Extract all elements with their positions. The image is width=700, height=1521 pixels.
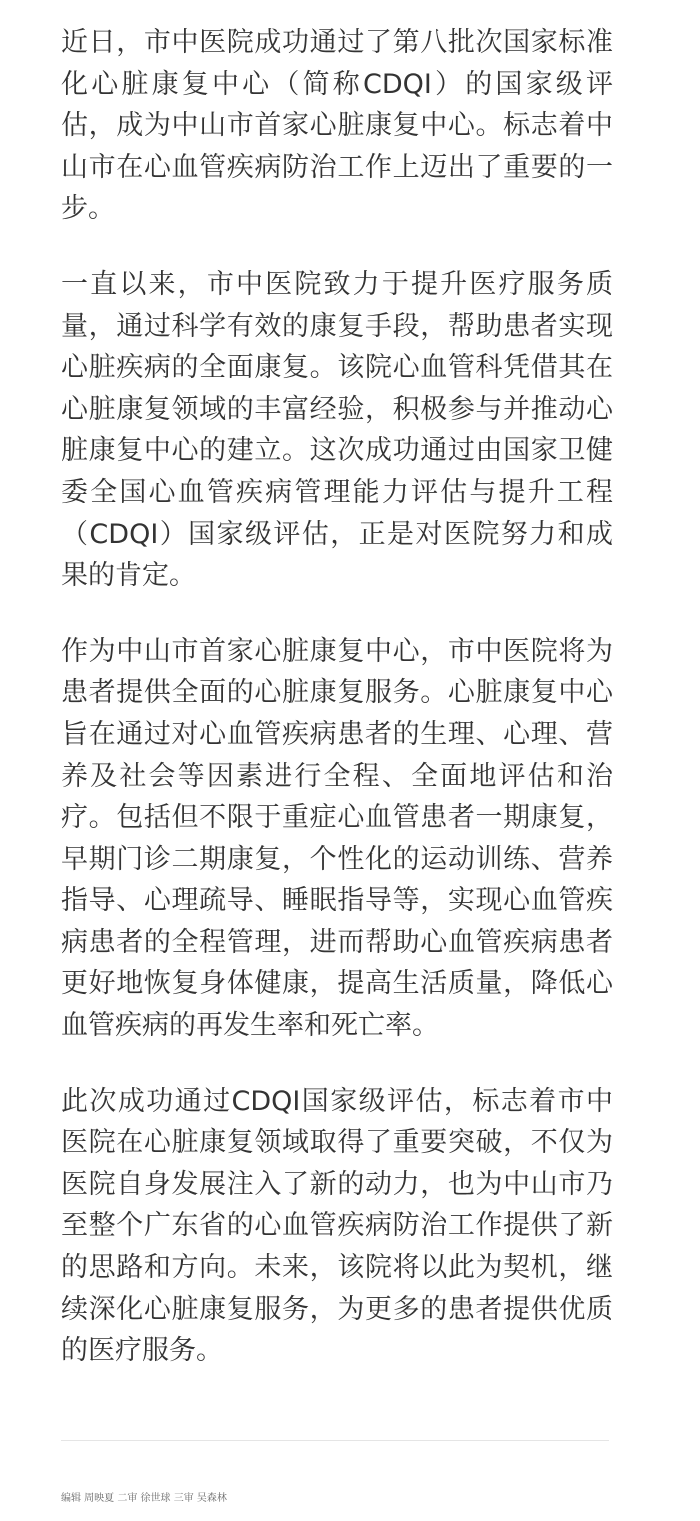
paragraph-3: 作为中山市首家心脏康复中心，市中医院将为患者提供全面的心脏康复服务。心脏康复中心旨在通过对心血管疾病患者的生理、心理、营养及社会等因素进行全程、全面地评估和治疗。包括但不限于重症心血管患者一期康复，早期门诊二期康复，个性化的运动训练、营养指导、心理疏导、睡眠指导等，实现心血管疾病患者的全程管理，进而帮助心血管疾病患者更好地恢复身体健康，提高生活质量，降低心血管疾病的再发生率和死亡率。 [61, 635, 613, 1042]
credits-line [61, 1492, 227, 1506]
credit-second-review: 二审 徐世球 [117, 1493, 171, 1504]
paragraph-2: 一直以来，市中医院致力于提升医疗服务质量，通过科学有效的康复手段，帮助患者实现心脏疾病的全面康复。该院心血管科凭借其在心脏康复领域的丰富经验，积极参与并推动心脏康复中心的建立。这次成功通过由国家卫健委全国心血管疾病管理能力评估与提升工程（CDQI）国家级评估，正是对医院努力和成果的肯定。 [61, 268, 613, 592]
credit-editor: 编辑 周映夏 [61, 1493, 115, 1504]
paragraph-1: 近日，市中医院成功通过了第八批次国家标准化心脏康复中心（简称CDQI）的国家级评估，成为中山市首家心脏康复中心。标志着中山市在心血管疾病防治工作上迈出了重要的一步。 [61, 27, 613, 225]
article-body [61, 22, 613, 1406]
credit-third-review: 三审 吴森林 [173, 1493, 227, 1504]
divider [61, 1440, 609, 1441]
paragraph-4: 此次成功通过CDQI国家级评估，标志着市中医院在心脏康复领域取得了重要突破，不仅为医院自身发展注入了新的动力，也为中山市乃至整个广东省的心血管疾病防治工作提供了新的思路和方向。未来，该院将以此为契机，继续深化心脏康复服务，为更多的患者提供优质的医疗服务。 [61, 1085, 613, 1367]
